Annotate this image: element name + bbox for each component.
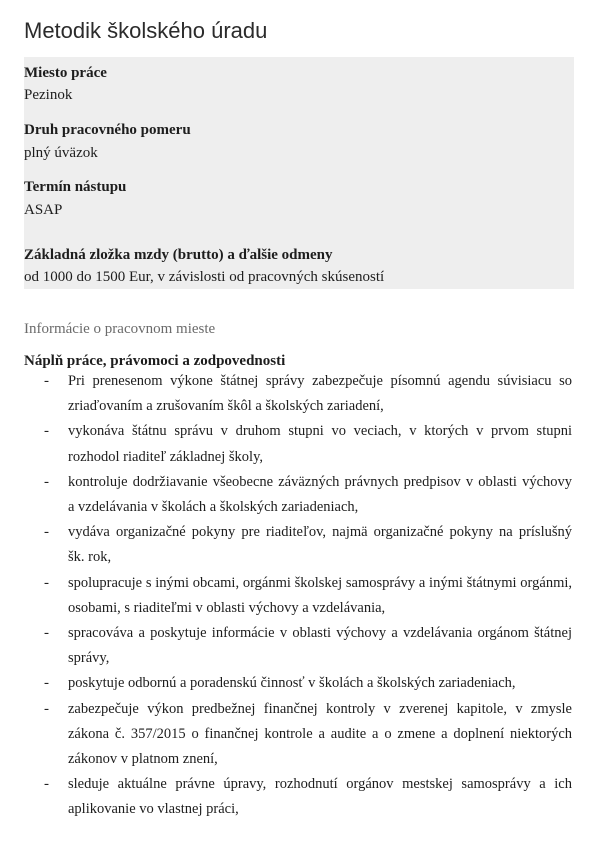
list-item-text: kontroluje dodržiavanie všeobecne záväzných právnych predpisov v oblasti výchovy [68,473,572,490]
bullet-dash: - [44,700,49,717]
bullet-dash: - [44,776,49,793]
list-item-text: šk. rok, [68,549,112,566]
employment-type-value: plný úväzok [24,145,98,161]
section-subtitle: Informácie o pracovnom mieste [24,321,216,337]
workplace-label: Miesto práce [24,65,107,81]
list-item-text: zabezpečuje výkon predbežnej finančnej kontroly v zverenej kapitole, v zmysle [68,700,572,717]
list-item-text: aplikovanie vo vlastnej práci, [68,801,239,818]
list-item-text: poskytuje odbornú a poradenskú činnosť v školách a školských zariadeniach, [68,675,516,692]
list-item-text: vydáva organizačné pokyny pre riaditeľov, najmä organizačné pokyny na príslušný [68,524,572,541]
list-item-text: zriaďovaním a zrušovaním škôl a školských zariadení, [68,398,384,415]
list-item-text: rozhodol riaditeľ základnej školy, [68,448,263,465]
list-item-text: sleduje aktuálne právne úpravy, rozhodnutí orgánov mestskej samosprávy a ich [68,776,572,793]
list-item-text: zákonov v platnom znení, [68,750,218,767]
salary-value: od 1000 do 1500 Eur, v závislosti od pracovných skúseností [24,269,385,285]
list-item-text: Pri prenesenom výkone štátnej správy zabezpečuje písomnú agendu súvisiacu so [68,373,572,389]
duties-heading: Náplň práce, právomoci a zodpovednosti [24,353,286,369]
list-item-text: osobami, s riaditeľmi v oblasti výchovy a vzdelávania, [68,599,386,616]
list-item-text: správy, [68,650,110,667]
list-item-text: spolupracuje s inými obcami, orgánmi školskej samosprávy a inými štátnymi orgánmi, [68,574,572,591]
bullet-dash: - [44,524,49,541]
list-item-text: spracováva a poskytuje informácie v oblasti výchovy a vzdelávania orgánom štátnej [68,625,572,641]
start-date-value: ASAP [24,202,63,218]
bullet-dash: - [44,675,49,692]
start-date-label: Termín nástupu [24,179,127,195]
page-title: Metodik školského úradu [24,18,268,43]
list-item-text: zákona č. 357/2015 o finančnej kontrole a audite a o zmene a doplnení niektorých [68,725,572,742]
bullet-dash: - [44,473,49,490]
employment-type-label: Druh pracovného pomeru [24,122,191,138]
bullet-dash: - [44,625,49,641]
salary-label: Základná zložka mzdy (brutto) a ďalšie odmeny [24,247,333,263]
job-info-panel [24,57,574,289]
list-item-text: a vzdelávania v školách a školských zariadeniach, [68,498,359,515]
workplace-value: Pezinok [24,87,73,103]
bullet-dash: - [44,423,49,440]
bullet-dash: - [44,574,49,591]
list-item-text: vykonáva štátnu správu v druhom stupni vo veciach, v ktorých v prvom stupni [68,423,572,440]
bullet-dash: - [44,373,49,389]
